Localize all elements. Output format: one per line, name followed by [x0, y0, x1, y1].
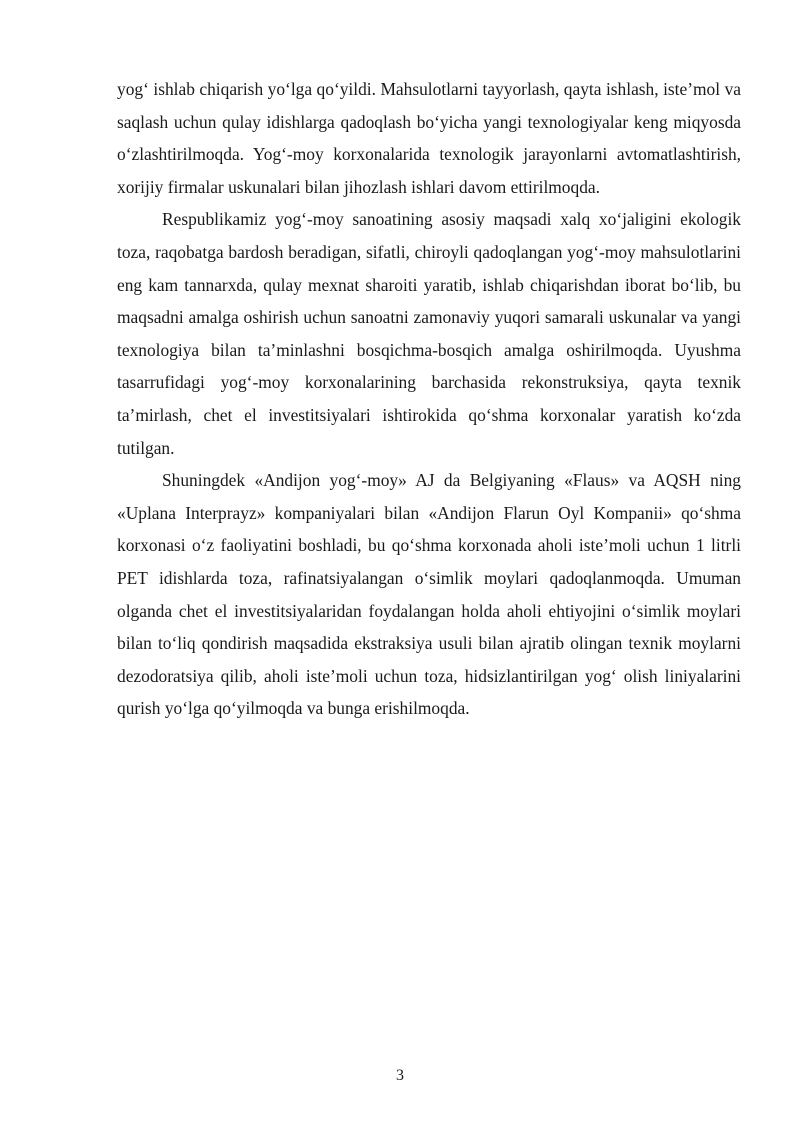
- page-number: 3: [396, 1067, 404, 1084]
- paragraph-continuation: yog‘ ishlab chiqarish yo‘lga qo‘yildi. Mahsulotlarni tayyorlash, qayta ishlash, iste’mol va saqlash uchun qulay idishlarga qadoqlash bo‘yicha yangi texnologiyalar keng miqyosda o‘zlashtirilmoqda. Yog‘-moy korxonalarida texnologik jarayonlarni avtomatlashtirish, xorijiy firmalar uskunalari bilan jihozlash ishlari davom ettirilmoqda.: [117, 79, 741, 197]
- paragraph-andijon-yog-moy: Shuningdek «Andijon yog‘-moy» AJ da Belgiyaning «Flaus» va AQSH ning «Uplana Interprayz» kompaniyalari bilan «Andijon Flarun Oyl Kompanii» qo‘shma korxonasi o‘z faoliyatini boshladi, bu qo‘shma korxonada aholi iste’moli uchun 1 litrli PET idishlarda toza, rafinatsiyalangan o‘simlik moylari qadoqlanmoqda. Umuman olganda chet el investitsiyalaridan foydalangan holda aholi ehtiyojini o‘simlik moylari bilan to‘liq qondirish maqsadida ekstraksiya usuli bilan ajratib olingan texnik moylarni dezodoratsiya qilib, aholi iste’moli uchun toza, hidsizlantirilgan yog‘ olish liniyalarini qurish yo‘lga qo‘yilmoqda va bunga erishilmoqda.: [117, 470, 741, 719]
- paragraph-sanoat-maqsadi: Respublikamiz yog‘-moy sanoatining asosiy maqsadi xalq xo‘jaligini ekologik toza, raqobatga bardosh beradigan, sifatli, chiroyli qadoqlangan yog‘-moy mahsulotlarini eng kam tannarxda, qulay mexnat sharoiti yaratib, ishlab chiqarishdan iborat bo‘lib, bu maqsadni amalga oshirish uchun sanoatni zamonaviy yuqori samarali uskunalar va yangi texnologiya bilan ta’minlashni bosqichma-bosqich amalga oshirilmoqda. Uyushma tasarrufidagi yog‘-moy korxonalarining barchasida rekonstruksiya, qayta texnik ta’mirlash, chet el investitsiyalari ishtirokida qo‘shma korxonalar yaratish ko‘zda tutilgan.: [117, 209, 741, 458]
- document-body: [117, 73, 741, 725]
